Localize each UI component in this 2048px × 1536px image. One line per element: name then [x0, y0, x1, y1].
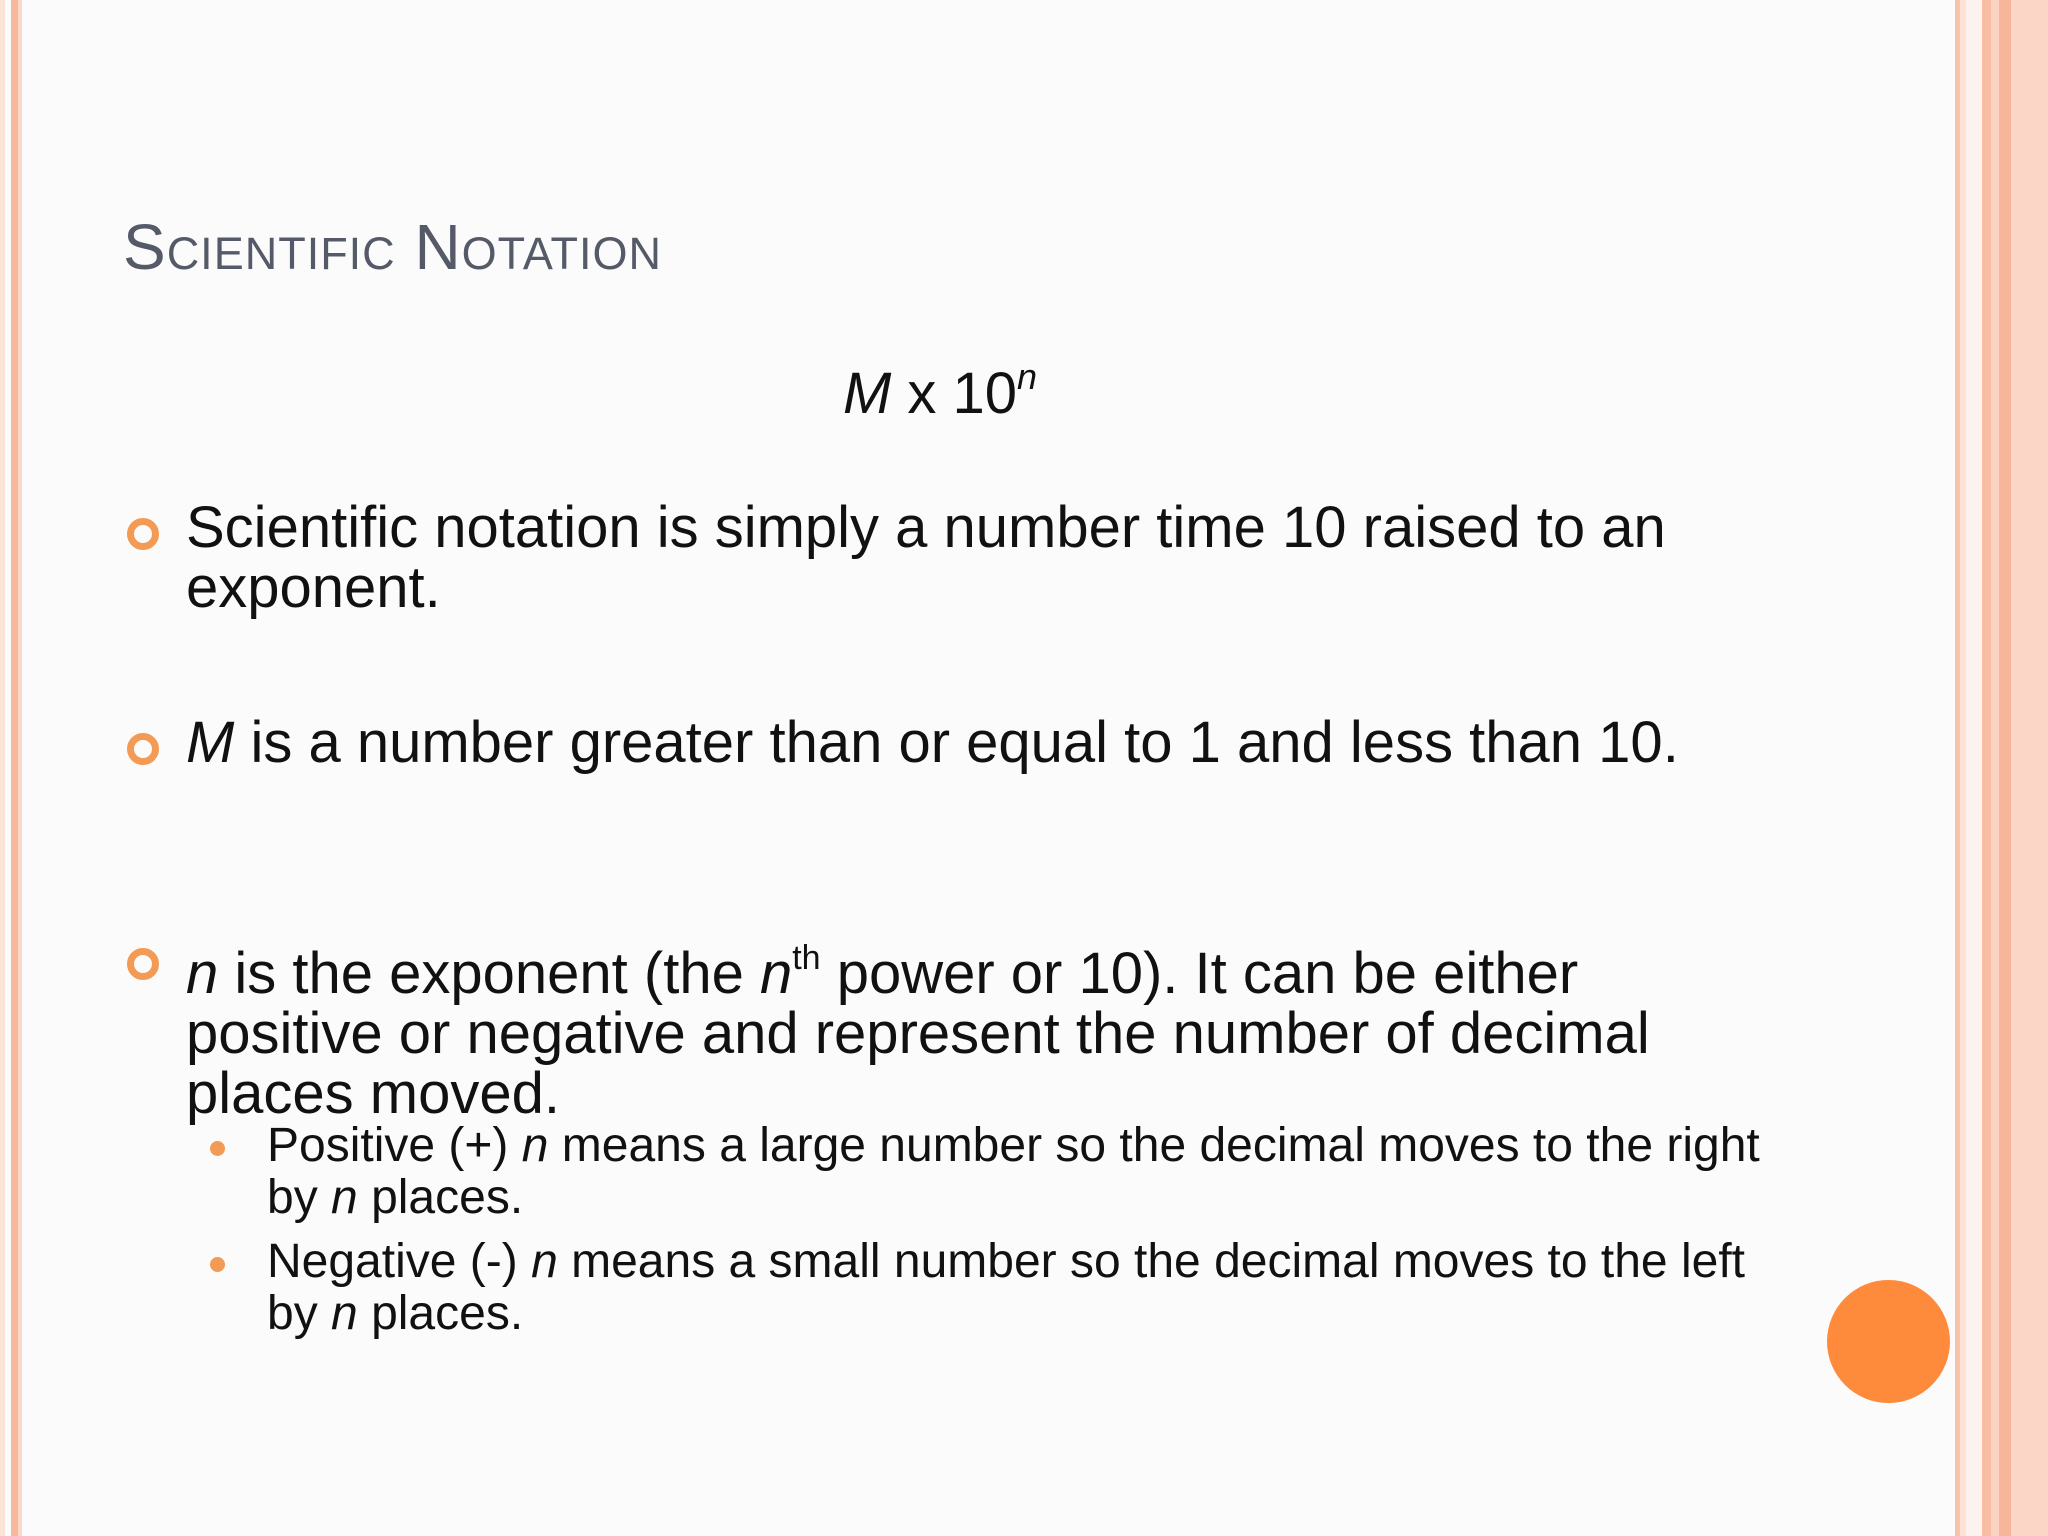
sub-bullet-text: Negative (-) [267, 1235, 532, 1288]
right-border-stripe [1999, 0, 2011, 1536]
left-border-stripe [18, 0, 22, 1536]
sub-bullet-dot-icon [210, 1141, 225, 1156]
bullet-text: is a number greater than or equal to 1 and less than 10. [234, 710, 1679, 775]
sub-bullet-item [267, 1120, 1787, 1224]
right-border-stripe [1991, 0, 1999, 1536]
bullet-italic-m: M [186, 710, 235, 775]
formula-mantissa: M [842, 361, 892, 426]
left-border-stripe [0, 0, 5, 1536]
bullet-item [186, 710, 1746, 775]
right-border-stripe [1982, 0, 1991, 1536]
bullet-ring-icon [127, 518, 159, 550]
bullet-text: is the exponent (the [218, 941, 760, 1006]
sub-bullet-text: Positive (+) [267, 1119, 522, 1172]
bullet-ring-icon [127, 948, 159, 980]
sub-bullet-text: places. [357, 1171, 524, 1224]
formula-exponent: n [1017, 356, 1038, 397]
sub-bullet-italic-n: n [521, 1119, 549, 1172]
right-border-stripe [1966, 0, 1982, 1536]
bullet-text: Scientific notation is simply a number time 10 raised to an exponent. [186, 495, 1666, 620]
sub-bullet-item [267, 1236, 1787, 1340]
bullet-italic-n: n [759, 941, 793, 1006]
sub-bullet-text: places. [357, 1287, 524, 1340]
right-border-stripe [2011, 0, 2048, 1536]
bullet-text: power or 10). It can be either positive or negative and represent the number of decimal places moved. [186, 941, 1650, 1126]
left-border-stripe [11, 0, 18, 1536]
formula [0, 356, 1880, 427]
bullet-superscript: th [792, 939, 821, 977]
sub-bullet-italic-n: n [331, 1171, 358, 1224]
formula-base: x 10 [891, 361, 1018, 426]
bullet-item [186, 928, 1746, 1124]
sub-bullet-italic-n: n [531, 1235, 558, 1288]
sub-bullet-dot-icon [210, 1257, 225, 1272]
decorative-circle-icon [1827, 1280, 1950, 1403]
bullet-item [186, 495, 1746, 620]
bullet-ring-icon [127, 733, 159, 765]
bullet-italic-n: n [186, 941, 219, 1006]
sub-bullet-text: means a small number so the decimal moves to the left by [267, 1235, 1745, 1340]
sub-bullet-text: means a large number so the decimal moves to the right by [267, 1119, 1760, 1224]
slide-title: Scientific Notation [123, 211, 662, 283]
sub-bullet-italic-n: n [331, 1287, 358, 1340]
